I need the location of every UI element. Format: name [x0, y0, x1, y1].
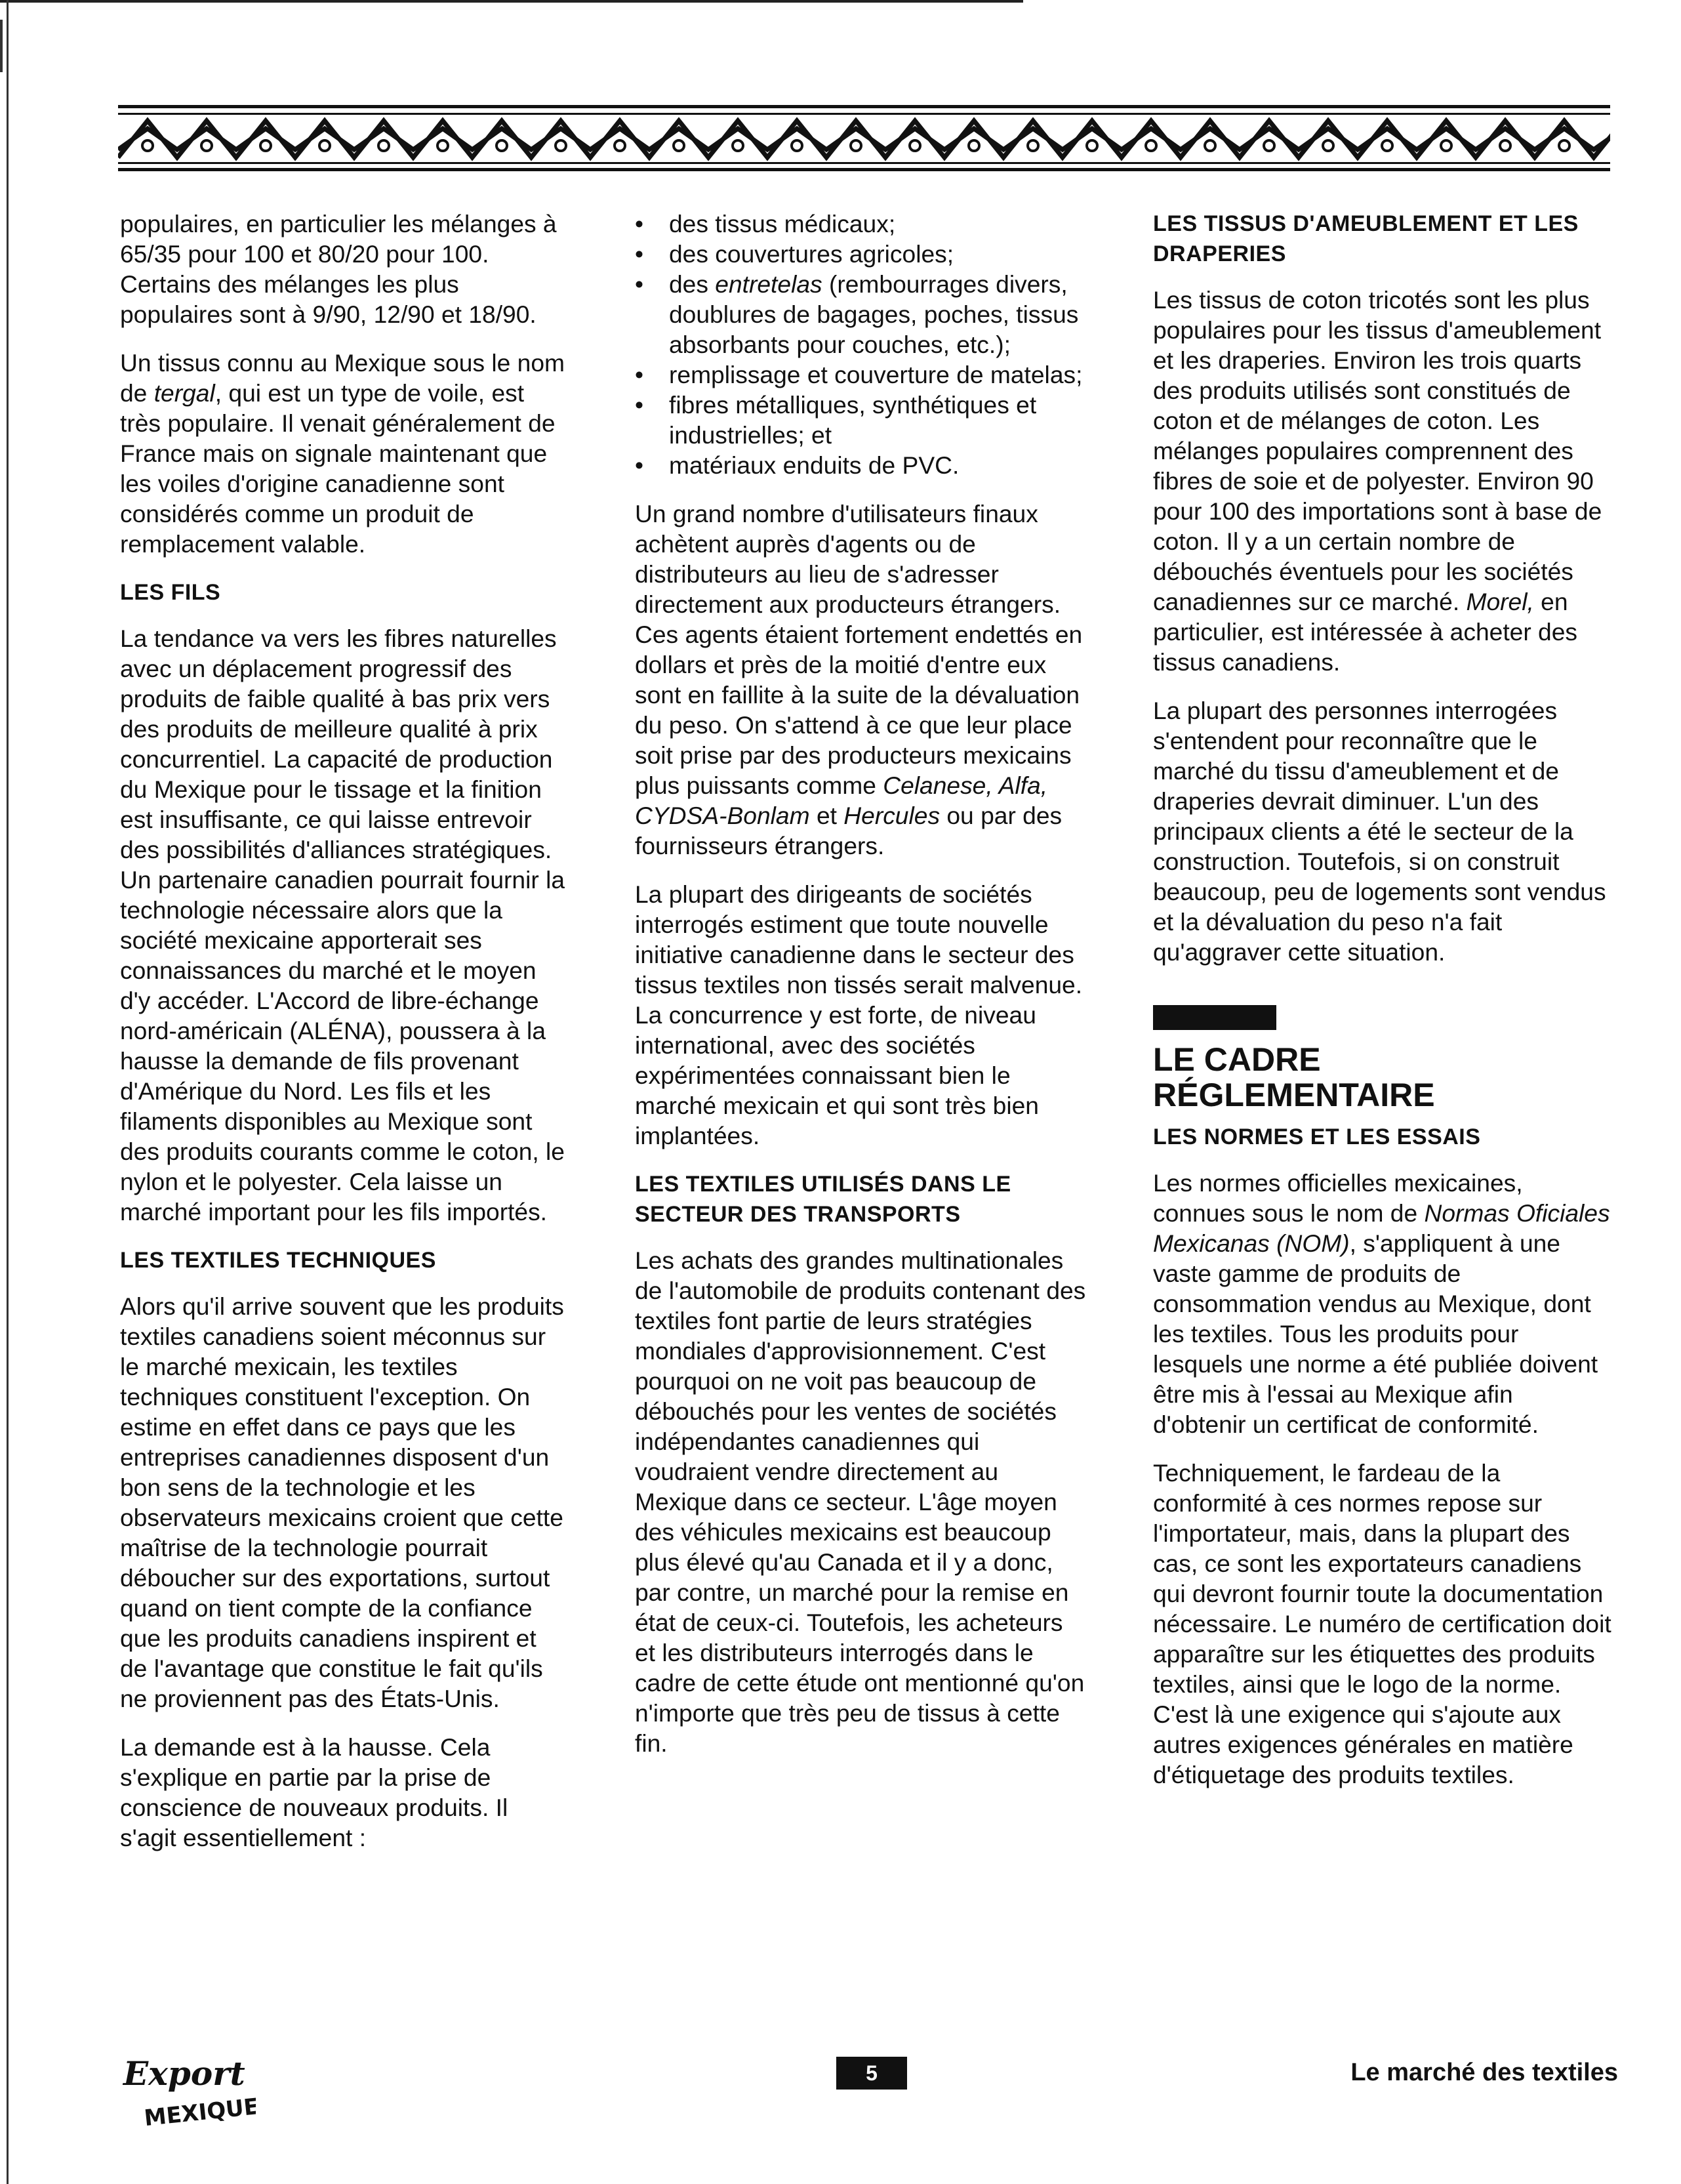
- column-1: [120, 209, 566, 1871]
- page-number: 5: [836, 2057, 907, 2090]
- emphasis: Celanese, Alfa, CYDSA-Bonlam: [635, 772, 1048, 829]
- text: des: [669, 270, 716, 298]
- paragraph: La tendance va vers les fibres naturelles avec un déplacement progressif des produits de faible qualité à bas prix vers des produits de meilleure qualité à prix concurrentiel. La capacité de production du Mexique pour le tissage et la finition est insuffisante, ce qui laisse entrevoir des possibilités d'alliances stratégiques. Un partenaire canadien pourrait fournir la technologie nécessaire alors que la société mexicaine apporterait ses connaissances du marché et le moyen d'y accéder. L'Accord de libre-échange nord-américain (ALÉNA), poussera à la hausse la demande de fils provenant d'Amérique du Nord. Les fils et les filaments disponibles au Mexique sont des produits courants comme le coton, le nylon et le polyester. Cela laisse un marché important pour les fils importés.: [120, 625, 565, 1226]
- paragraph: Techniquement, le fardeau de la conformité à ces normes repose sur l'importateur, mais, dans la plupart des cas, ce sont les exportateurs canadiens qui devront fournir toute la documentation nécessaire. Le numéro de certification doit apparaître sur les étiquettes des produits textiles, ainsi que le logo de la norme. C'est là une exigence qui s'ajoute aux autres exigences générales en matière d'étiquetage des produits textiles.: [1153, 1459, 1611, 1788]
- section-marker-bar: [1153, 1005, 1276, 1030]
- column-2: [635, 209, 1087, 1777]
- subheading-transports: LES TEXTILES UTILISÉS DANS LE SECTEUR DES TRANSPORTS: [635, 1172, 1011, 1227]
- list-item: • remplissage et couverture de matelas;: [635, 360, 1087, 390]
- list-item: • des couvertures agricoles;: [635, 239, 1087, 269]
- column-3: [1153, 209, 1612, 1808]
- paragraph: Les achats des grandes multinationales de l'automobile de produits contenant des textiles font partie de leurs stratégies mondiales d'approvisionnement. C'est pourquoi on ne voit pas beaucoup de débouchés pour les ventes de sociétés indépendantes canadiennes qui voudraient vendre directement au Mexique dans ce secteur. L'âge moyen des véhicules mexicains est beaucoup plus élevé qu'au Canada et il y a donc, par contre, un marché pour la remise en état de ceux-ci. Toutefois, les acheteurs et les distributeurs interrogés dans le cadre de cette étude ont mentionné qu'on n'importe que très peu de tissus à cette fin.: [635, 1247, 1086, 1757]
- paragraph: La plupart des personnes interrogées s'entendent pour reconnaître que le marché du tissu d'ameublement et de draperies devrait diminuer. L'un des principaux clients a été le secteur de la construction. Toutefois, si on construit beaucoup, peu de logements sont vendus et la dévaluation du peso n'a fait qu'aggraver cette situation.: [1153, 697, 1606, 966]
- subheading-textiles-techniques: LES TEXTILES TECHNIQUES: [120, 1248, 436, 1273]
- scan-edge-mark: [0, 20, 3, 72]
- paragraph: [120, 348, 566, 559]
- emphasis: entretelas: [715, 270, 822, 298]
- emphasis: Morel,: [1466, 588, 1534, 615]
- subheading-normes: LES NORMES ET LES ESSAIS: [1153, 1124, 1481, 1149]
- list-item: • des tissus médicaux;: [635, 209, 1087, 239]
- text: , s'appliquent à une vaste gamme de produits de consommation vendus au Mexique, dont les textiles. Tous les produits pour lesquels une norme a été publiée doivent être mis à l'essai au Mexique afin d'obtenir un certificat de conformité.: [1153, 1229, 1598, 1438]
- paragraph: [1153, 1168, 1612, 1439]
- subheading-ameublement: LES TISSUS D'AMEUBLEMENT ET LES DRAPERIES: [1153, 211, 1579, 266]
- scan-edge-top: [0, 0, 1023, 3]
- scan-edge-left: [7, 0, 9, 2184]
- text: , qui est un type de voile, est très populaire. Il venait généralement de France mais on signale maintenant que les voiles d'origine canadienne sont considérés comme un produit de remplacement valable.: [120, 379, 556, 558]
- subheading-fils: LES FILS: [120, 580, 221, 605]
- emphasis: tergal: [153, 379, 215, 407]
- paragraph: Alors qu'il arrive souvent que les produits textiles canadiens soient méconnus sur le marché mexicain, les textiles techniques constituent l'exception. On estime en effet dans ce pays que les entreprises canadiennes disposent d'un bon sens de la technologie et les observateurs mexicains croient que cette maîtrise de la technologie pourrait déboucher sur des exportations, surtout quand on tient compte de la confiance que les produits canadiens inspirent et de l'avantage que constitue le fait qu'ils ne proviennent pas des États-Unis.: [120, 1292, 564, 1712]
- emphasis: Hercules: [843, 802, 941, 829]
- text: Les tissus de coton tricotés sont les plus populaires pour les tissus d'ameublement et les draperies. Environ les trois quarts des produits utilisés sont constitués de coton et de mélanges de coton. Les mélanges populaires comprennent des fibres de soie et de polyester. Environ 90 pour 100 des importations sont à base de coton. Il y a un certain nombre de débouchés éventuels pour les sociétés canadiennes sur ce marché.: [1153, 286, 1602, 615]
- paragraph: [1153, 285, 1612, 677]
- text: (rembourrages divers, doublures de bagages, poches, tissus absorbants pour couches, etc.);: [669, 270, 1079, 358]
- text: en particulier, est intéressée à acheter des tissus canadiens.: [1153, 588, 1578, 676]
- section-title-line-1: LE CADRE: [1153, 1041, 1321, 1078]
- text: Les normes officielles mexicaines, connues sous le nom de: [1153, 1169, 1523, 1227]
- list-item: [635, 269, 1087, 360]
- paragraph: La plupart des dirigeants de sociétés interrogés estiment que toute nouvelle initiative canadienne dans le secteur des tissus textiles non tissés serait malvenue. La concurrence y est forte, de niveau international, avec des sociétés expérimentées connaissant bien le marché mexicain et qui sont très bien implantées.: [635, 880, 1083, 1149]
- export-mexique-logo: [118, 2044, 256, 2136]
- text: ou par des fournisseurs étrangers.: [635, 802, 1063, 859]
- text: et: [809, 802, 844, 829]
- paragraph: [635, 499, 1087, 861]
- text: Un grand nombre d'utilisateurs finaux achètent auprès d'agents ou de distributeurs au lieu de s'adresser directement aux producteurs étrangers. Ces agents étaient fortement endettés en dollars et près de la moitié d'entre eux sont en faillite à la suite de la dévaluation du peso. On s'attend à ce que leur place soit prise par des producteurs mexicains plus puissants comme: [635, 500, 1083, 799]
- emphasis: Normas Oficiales Mexicanas (NOM): [1153, 1199, 1610, 1257]
- list-item: • fibres métalliques, synthétiques et industrielles; et: [635, 390, 1087, 450]
- list-item: • matériaux enduits de PVC.: [635, 450, 1087, 480]
- text: Un tissus connu au Mexique sous le nom de: [120, 349, 565, 407]
- footer-title: Le marché des textiles: [1350, 2059, 1618, 2086]
- decorative-banner: [118, 105, 1610, 172]
- logo-text-1: Export i: [123, 2054, 256, 2093]
- logo-text-2: MEXIQUE: [142, 2093, 256, 2132]
- paragraph: La demande est à la hausse. Cela s'explique en partie par la prise de conscience de nouveaux produits. Il s'agit essentiellement :: [120, 1733, 508, 1851]
- section-title: [1153, 1042, 1612, 1113]
- bullet-list: [635, 209, 1087, 480]
- section-title-line-2: RÉGLEMENTAIRE: [1153, 1077, 1435, 1113]
- paragraph: populaires, en particulier les mélanges à 65/35 pour 100 et 80/20 pour 100. Certains des mélanges les plus populaires sont à 9/90, 12/90 et 18/90.: [120, 210, 557, 328]
